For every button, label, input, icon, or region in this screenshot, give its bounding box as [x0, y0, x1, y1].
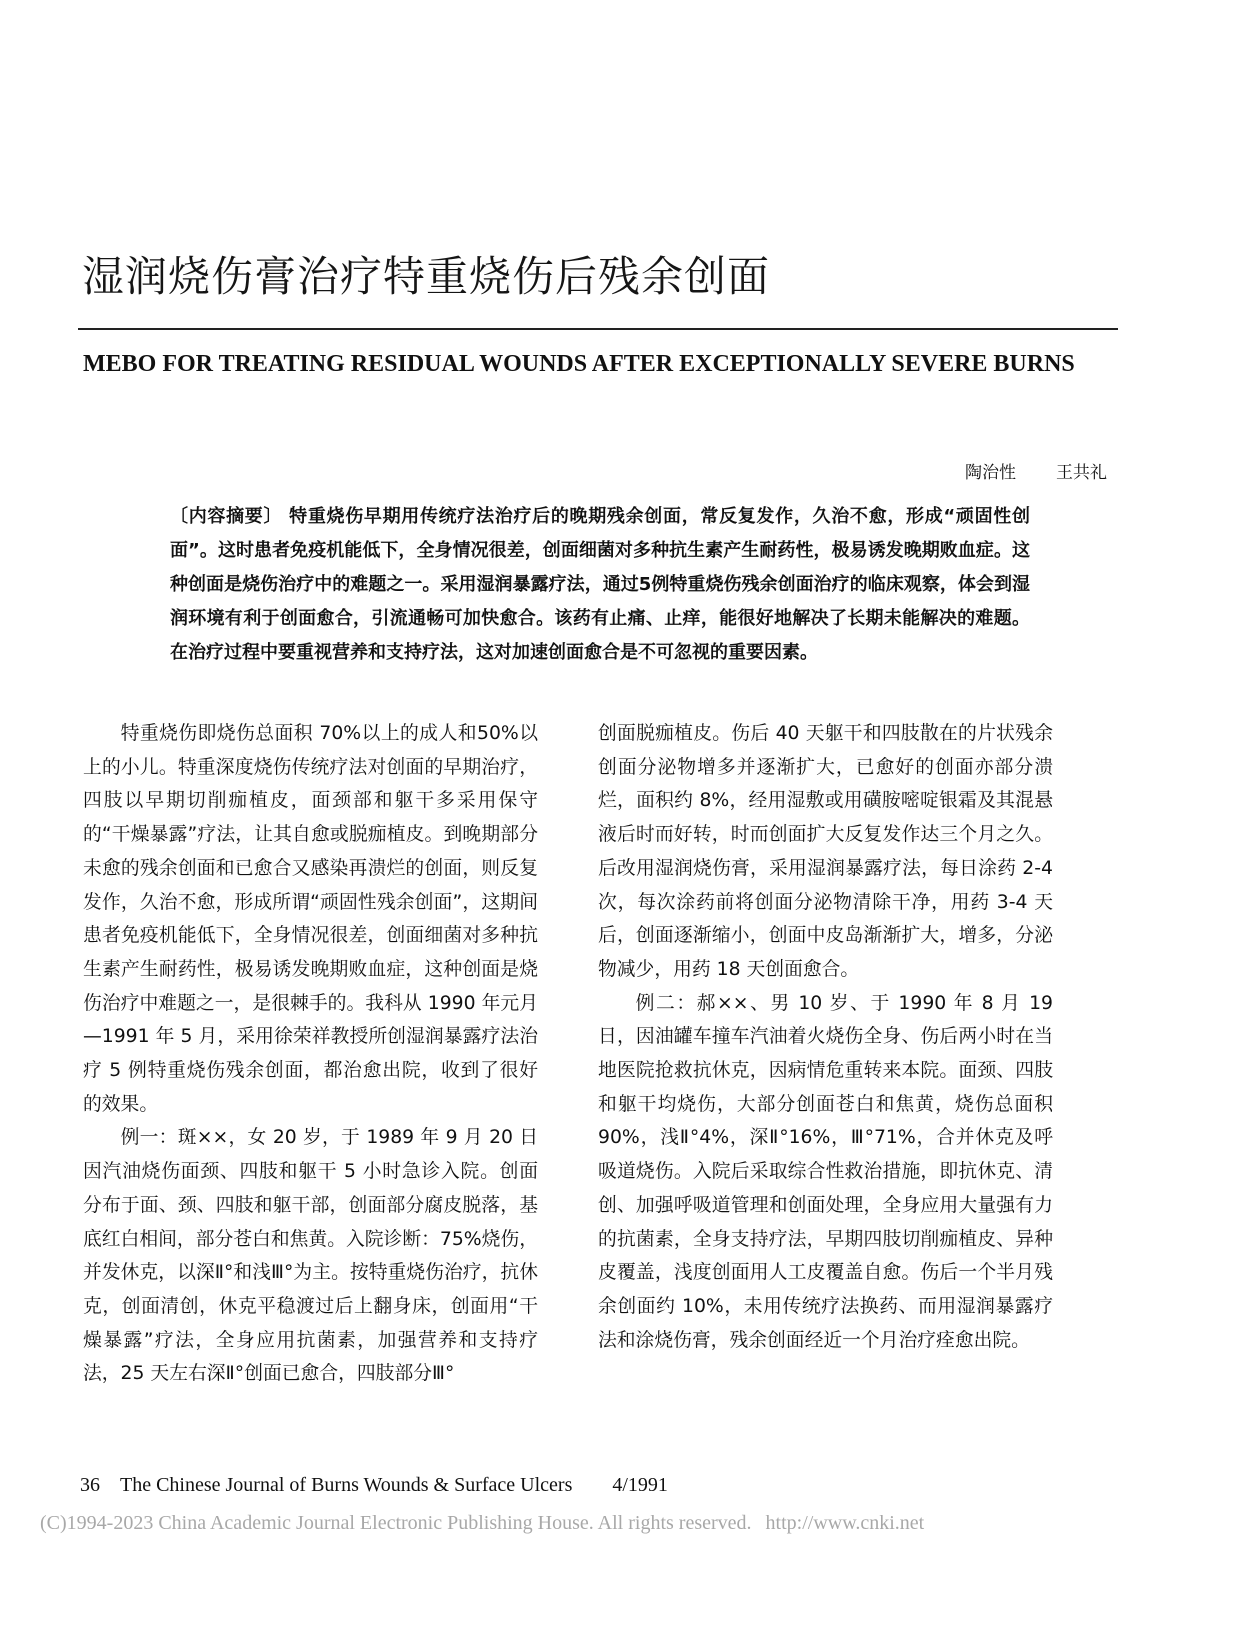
authors [965, 458, 1107, 483]
journal-name: The Chinese Journal of Burns Wounds & Surface Ulcers [120, 1474, 573, 1496]
paragraph-case-1-continued: 创面脱痂植皮。伤后 40 天躯干和四肢散在的片状残余创面分泌物增多并逐渐扩大，已愈好的创面亦部分溃烂，面积约 8%，经用湿敷或用磺胺嘧啶银霜及其混悬液后时而好转，时而创面扩大反复发作达三个月之久。后改用湿润烧伤膏，采用湿润暴露疗法，每日涂药 2-4 次，每次涂药前将创面分泌物清除干净，用药 3-4 天后，创面逐渐缩小，创面中皮岛渐渐扩大，增多，分泌物减少，用药 18 天创面愈合。 [598, 723, 1053, 980]
paragraph-case-1: 例一：斑××，女 20 岁，于 1989 年 9 月 20 日因汽油烧伤面颈、四肢和躯干 5 小时急诊入院。创面分布于面、颈、四肢和躯干部，创面部分腐皮脱落，基底红白相间，部分苍白和焦黄。入院诊断：75%烧伤，并发休克，以深Ⅱ°和浅Ⅲ°为主。按特重烧伤治疗，抗休克，创面清创，休克平稳渡过后上翻身床，创面用“干燥暴露”疗法，全身应用抗菌素，加强营养和支持疗法，25 天左右深Ⅱ°创面已愈合，四肢部分Ⅲ° [83, 1127, 538, 1385]
body-column-right [598, 717, 1053, 1357]
paragraph-intro: 特重烧伤即烧伤总面积 70%以上的成人和50%以上的小儿。特重深度烧伤传统疗法对创面的早期治疗，四肢以早期切削痂植皮，面颈部和躯干多采用保守的“干燥暴露”疗法，让其自愈或脱痂植皮。到晚期部分未愈的残余创面和已愈合又感染再溃烂的创面，则反复发作，久治不愈，形成所谓“顽固性残余创面”，这期间患者免疫机能低下，全身情况很差，创面细菌对多种抗生素产生耐药性，极易诱发晚期败血症，这种创面是烧伤治疗中难题之一，是很棘手的。我科从 1990 年元月—1991 年 5 月，采用徐荣祥教授所创湿润暴露疗法治疗 5 例特重烧伤残余创面，都治愈出院，收到了很好的效果。 [83, 723, 538, 1115]
abstract [170, 500, 1030, 670]
paragraph-case-2: 例二：郝××、男 10 岁、于 1990 年 8 月 19 日，因油罐车撞车汽油着火烧伤全身、伤后两小时在当地医院抢救抗休克，因病情危重转来本院。面颈、四肢和躯干均烧伤，大部分创面苍白和焦黄，烧伤总面积 90%，浅Ⅱ°4%，深Ⅱ°16%，Ⅲ°71%，合并休克及呼吸道烧伤。入院后采取综合性救治措施，即抗休克、清创、加强呼吸道管理和创面处理，全身应用大量强有力的抗菌素，全身支持疗法，早期四肢切削痂植皮、异种皮覆盖，浅度创面用人工皮覆盖自愈。伤后一个半月残余创面约 10%，未用传统疗法换药、而用湿润暴露疗法和涂烧伤膏，残余创面经近一个月治疗痊愈出院。 [598, 992, 1053, 1351]
author-2: 王共礼 [1056, 463, 1107, 483]
article-title-en: MEBO FOR TREATING RESIDUAL WOUNDS AFTER EXCEPTIONALLY SEVERE BURNS [83, 351, 1075, 377]
copyright-url[interactable]: http://www.cnki.net [765, 1512, 925, 1534]
abstract-label: 〔内容摘要〕 [170, 506, 283, 527]
journal-issue: 4/1991 [612, 1474, 668, 1496]
article-title-cn: 湿润烧伤膏治疗特重烧伤后残余创面 [82, 252, 771, 301]
copyright-text: (C)1994-2023 China Academic Journal Electronic Publishing House. All rights reserved. [40, 1512, 752, 1534]
page-footer [80, 1474, 668, 1497]
copyright-notice [40, 1512, 924, 1535]
author-1: 陶治性 [965, 463, 1016, 483]
body-column-left [83, 717, 538, 1391]
page-number: 36 [80, 1474, 100, 1496]
title-rule [78, 328, 1118, 330]
abstract-text: 特重烧伤早期用传统疗法治疗后的晚期残余创面，常反复发作，久治不愈，形成“顽固性创面”。这时患者免疫机能低下，全身情况很差，创面细菌对多种抗生素产生耐药性，极易诱发晚期败血症。这种创面是烧伤治疗中的难题之一。采用湿润暴露疗法，通过5例特重烧伤残余创面治疗的临床观察，体会到湿润环境有利于创面愈合，引流通畅可加快愈合。该药有止痛、止痒，能很好地解决了长期未能解决的难题。在治疗过程中要重视营养和支持疗法，这对加速创面愈合是不可忽视的重要因素。 [170, 506, 1031, 663]
